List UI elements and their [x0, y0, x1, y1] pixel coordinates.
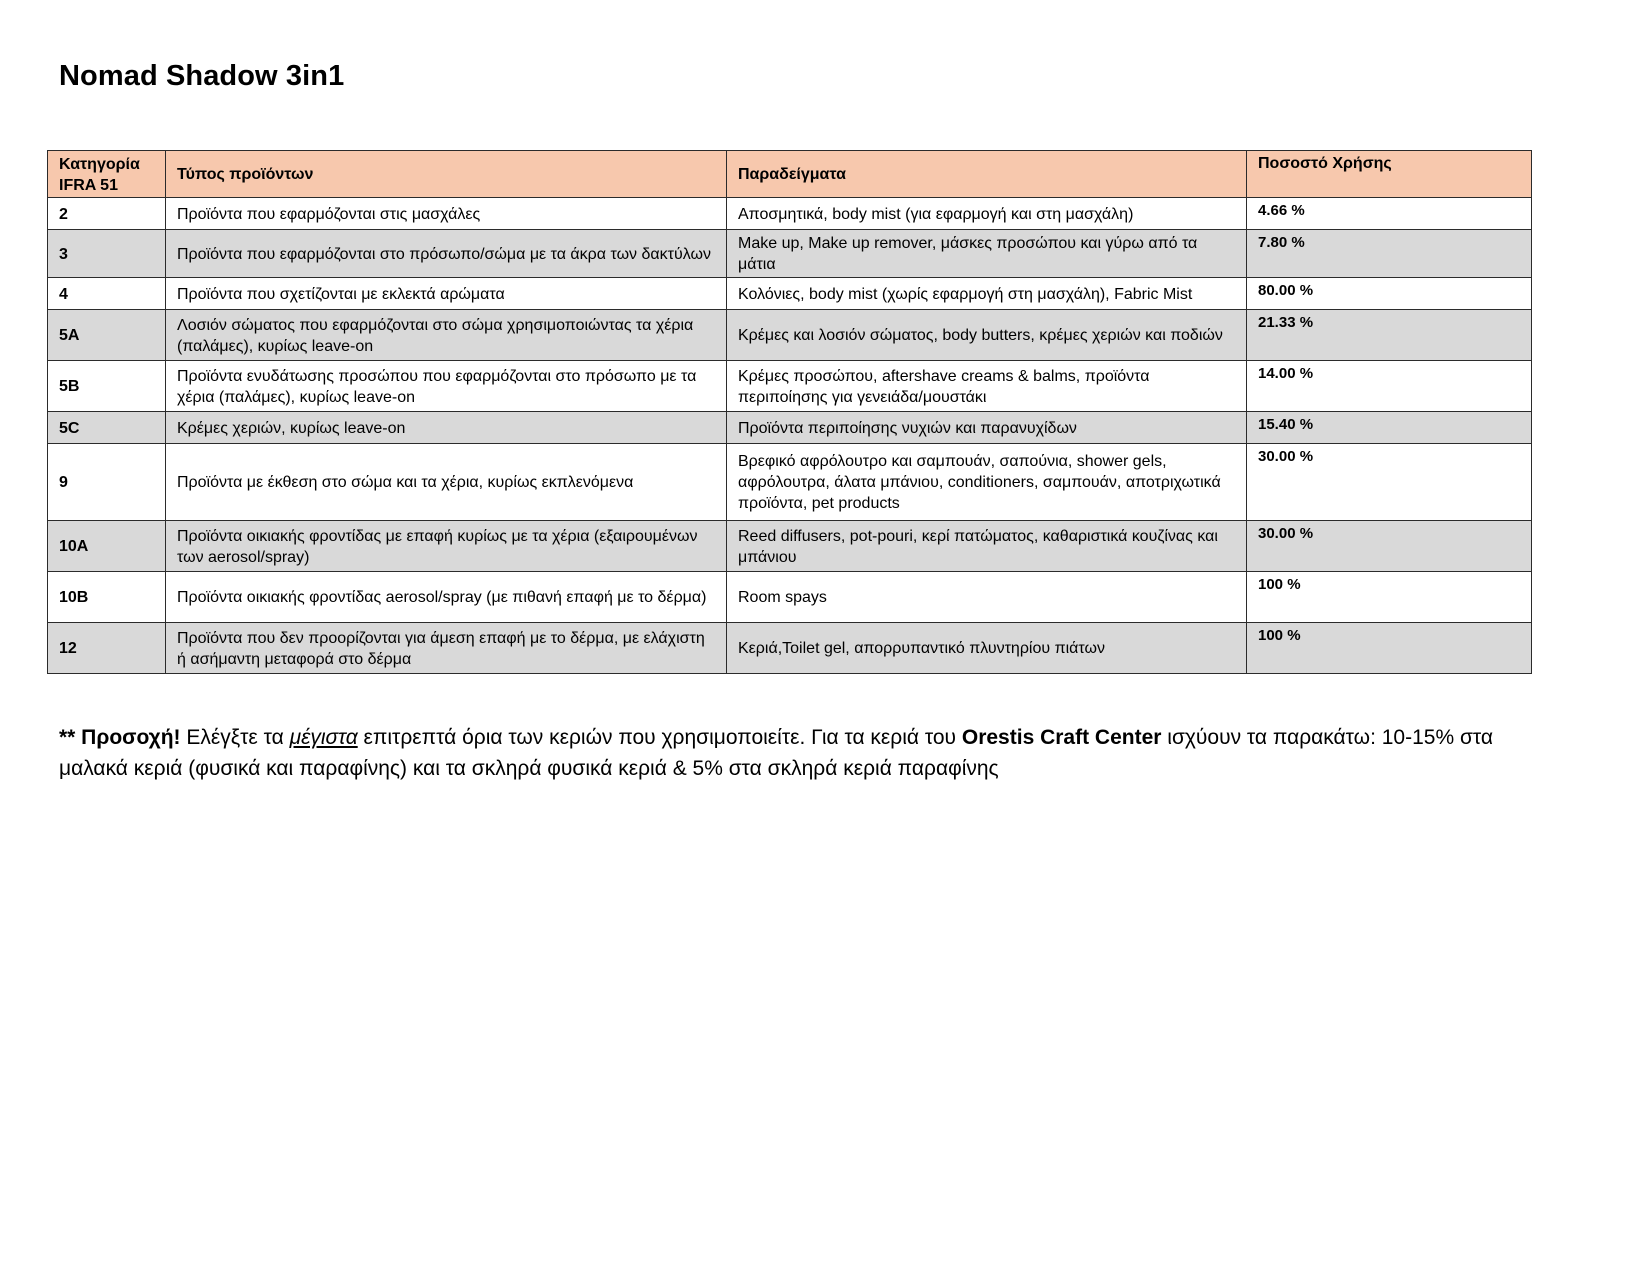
cell-product-type: Προϊόντα οικιακής φροντίδας aerosol/spray (με πιθανή επαφή με το δέρμα): [166, 572, 727, 623]
cell-examples: Room spays: [727, 572, 1247, 623]
cell-usage-percent: 100 %: [1247, 623, 1532, 674]
cell-examples: Reed diffusers, pot-pouri, κερί πατώματος, καθαριστικά κουζίνας και μπάνιου: [727, 521, 1247, 572]
cell-examples: Αποσμητικά, body mist (για εφαρμογή και στη μασχάλη): [727, 198, 1247, 230]
cell-product-type: Προϊόντα που δεν προορίζονται για άμεση επαφή με το δέρμα, με ελάχιστη ή ασήμαντη μεταφορά στο δέρμα: [166, 623, 727, 674]
cell-product-type: Προϊόντα που εφαρμόζονται στις μασχάλες: [166, 198, 727, 230]
cell-examples: Make up, Make up remover, μάσκες προσώπου και γύρω από τα μάτια: [727, 230, 1247, 278]
cell-category: 12: [48, 623, 166, 674]
cell-product-type: Προϊόντα ενυδάτωσης προσώπου που εφαρμόζονται στο πρόσωπο με τα χέρια (παλάμες), κυρίως leave-on: [166, 361, 727, 412]
cell-usage-percent: 80.00 %: [1247, 278, 1532, 310]
table-row: [48, 444, 1532, 521]
table-row: [48, 361, 1532, 412]
cell-examples: Κολόνιες, body mist (χωρίς εφαρμογή στη μασχάλη), Fabric Mist: [727, 278, 1247, 310]
header-examples: Παραδείγματα: [727, 151, 1247, 198]
header-usage-percent: Ποσοστό Χρήσης: [1247, 151, 1532, 198]
cell-usage-percent: 15.40 %: [1247, 412, 1532, 444]
header-category: Κατηγορία IFRA 51: [48, 151, 166, 198]
cell-examples: Προϊόντα περιποίησης νυχιών και παρανυχίδων: [727, 412, 1247, 444]
note-text-3: ισχύουν τα παρακάτω: 10-15% στα μαλακά κεριά (φυσικά και παραφίνης) και τα σκληρά φυσικά κεριά & 5% στα σκληρά κεριά παραφίνης: [59, 726, 1494, 780]
table-row: [48, 198, 1532, 230]
cell-category: 5C: [48, 412, 166, 444]
table-row: [48, 310, 1532, 361]
document-title: Nomad Shadow 3in1: [59, 60, 345, 92]
cell-category: 10A: [48, 521, 166, 572]
table-row: [48, 278, 1532, 310]
ifra-category-table: [47, 150, 1532, 674]
cell-examples: Βρεφικό αφρόλουτρο και σαμπουάν, σαπούνια, shower gels, αφρόλουτρα, άλατα μπάνιου, conditioners, σαμπουάν, αποτριχωτικά προϊόντα, pet products: [727, 444, 1247, 521]
cell-category: 5B: [48, 361, 166, 412]
cell-usage-percent: 100 %: [1247, 572, 1532, 623]
cell-category: 9: [48, 444, 166, 521]
cell-usage-percent: 30.00 %: [1247, 521, 1532, 572]
header-product-type: Τύπος προϊόντων: [166, 151, 727, 198]
cell-product-type: Προϊόντα οικιακής φροντίδας με επαφή κυρίως με τα χέρια (εξαιρουμένων των aerosol/spray): [166, 521, 727, 572]
table-header-row: [48, 151, 1532, 198]
table-row: [48, 572, 1532, 623]
note-warning-lead: ** Προσοχή!: [59, 726, 181, 749]
cell-category: 5A: [48, 310, 166, 361]
cell-examples: Κεριά,Toilet gel, απορρυπαντικό πλυντηρίου πιάτων: [727, 623, 1247, 674]
table-row: [48, 230, 1532, 278]
cell-usage-percent: 4.66 %: [1247, 198, 1532, 230]
cell-usage-percent: 30.00 %: [1247, 444, 1532, 521]
cell-product-type: Προϊόντα που σχετίζονται με εκλεκτά αρώματα: [166, 278, 727, 310]
cell-category: 4: [48, 278, 166, 310]
note-emphasis: μέγιστα: [289, 726, 358, 749]
cell-usage-percent: 14.00 %: [1247, 361, 1532, 412]
cell-category: 2: [48, 198, 166, 230]
cell-product-type: Προϊόντα με έκθεση στο σώμα και τα χέρια, κυρίως εκπλενόμενα: [166, 444, 727, 521]
cell-product-type: Κρέμες χεριών, κυρίως leave-on: [166, 412, 727, 444]
cell-product-type: Λοσιόν σώματος που εφαρμόζονται στο σώμα χρησιμοποιώντας τα χέρια (παλάμες), κυρίως leave-on: [166, 310, 727, 361]
table-row: [48, 412, 1532, 444]
cell-usage-percent: 21.33 %: [1247, 310, 1532, 361]
cell-product-type: Προϊόντα που εφαρμόζονται στο πρόσωπο/σώμα με τα άκρα των δακτύλων: [166, 230, 727, 278]
table-row: [48, 623, 1532, 674]
cell-usage-percent: 7.80 %: [1247, 230, 1532, 278]
cell-examples: Κρέμες προσώπου, aftershave creams & balms, προϊόντα περιποίησης για γενειάδα/μουστάκι: [727, 361, 1247, 412]
cell-examples: Κρέμες και λοσιόν σώματος, body butters, κρέμες χεριών και ποδιών: [727, 310, 1247, 361]
note-text-2: επιτρεπτά όρια των κεριών που χρησιμοποιείτε. Για τα κεριά του: [357, 726, 962, 749]
note-text-1: Ελέγξτε τα: [180, 726, 290, 749]
wax-limits-note: [59, 722, 1539, 784]
note-brand-name: Orestis Craft Center: [961, 726, 1162, 749]
cell-category: 10B: [48, 572, 166, 623]
table-row: [48, 521, 1532, 572]
cell-category: 3: [48, 230, 166, 278]
